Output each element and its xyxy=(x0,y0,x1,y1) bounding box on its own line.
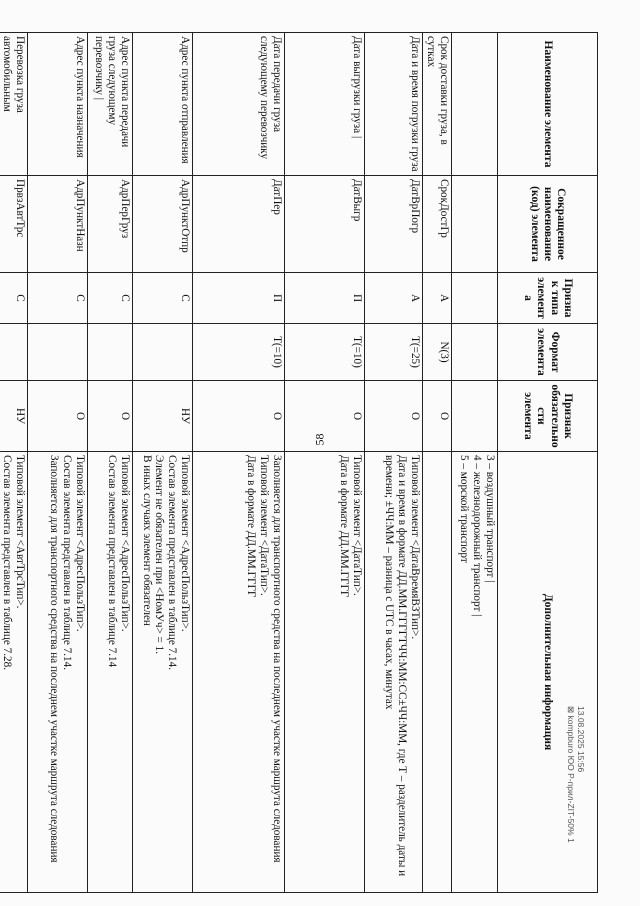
cell-info xyxy=(423,452,452,893)
info-line: Типовой элемент <АвтТрсТип>. xyxy=(14,455,27,609)
footer-timestamp: 13.08.2025 15:56 xyxy=(576,706,586,773)
cell-required: НУ xyxy=(0,381,28,452)
cell-info xyxy=(133,452,193,893)
table-row xyxy=(423,33,452,893)
table-row xyxy=(285,33,365,893)
cell-type xyxy=(452,273,498,324)
cell-code xyxy=(452,176,498,273)
cell-required: О xyxy=(28,381,88,452)
cell-required: О xyxy=(88,381,133,452)
table-row xyxy=(28,33,88,893)
cell-name: Дата выгрузки груза | xyxy=(285,33,365,176)
info-line: Дата в формате ДД.ММ.ГГГГ xyxy=(245,455,258,598)
info-line: Состав элемента представлен в таблице 7.14 xyxy=(106,455,119,668)
cell-required: О xyxy=(285,381,365,452)
table-row xyxy=(365,33,423,893)
header-name: Наименование элемента xyxy=(498,33,598,176)
table-row xyxy=(0,33,28,893)
cell-name: Адрес пункта отправления xyxy=(133,33,193,176)
info-line: В иных случаях элемент обязателен xyxy=(140,455,153,626)
info-line: Дата и время в формате ДД.ММ.ГГГГТЧЧ:ММ:СС±ЧЧ:ММ, где Т – разделитель даты и времени; ±ЧЧ:ММ – разница с UTC в часах, минутах xyxy=(383,455,409,877)
cell-format xyxy=(88,324,133,381)
cell-format: T(=10) xyxy=(193,324,285,381)
info-line: Типовой элемент <ДатаВремяВЗТип>. xyxy=(409,455,422,640)
cell-code: ДатВрПогр xyxy=(365,176,423,273)
header-type: Признак типа элемента xyxy=(498,273,598,324)
cell-format: T(=10) xyxy=(285,324,365,381)
info-line: 4 – железнодорожный транспорт | xyxy=(471,455,484,617)
cell-format xyxy=(0,324,28,381)
cell-type: С xyxy=(133,273,193,324)
info-line: Типовой элемент <АдресПользТип>. xyxy=(119,455,132,632)
cell-code: АдрПунктОтпр xyxy=(133,176,193,273)
info-line: Типовой элемент <АдресПользТип>. xyxy=(74,455,87,632)
cell-code: АдрПунктНазн xyxy=(28,176,88,273)
info-line: Типовой элемент <ДатаТип>. xyxy=(351,455,364,596)
info-line: Элемент не обязателен при <НомУч> = 1. xyxy=(153,455,166,655)
table-row xyxy=(193,33,285,893)
cell-type: С xyxy=(28,273,88,324)
cell-name xyxy=(452,33,498,176)
cell-info xyxy=(28,452,88,893)
cell-required xyxy=(452,381,498,452)
header-code: Сокращенное наименование (код) элемента xyxy=(498,176,598,273)
cell-type: А xyxy=(365,273,423,324)
table-row xyxy=(133,33,193,893)
header-format: Формат элемента xyxy=(498,324,598,381)
cell-name: Перевозка груза автомобильным xyxy=(0,33,28,176)
cell-name: Адрес пункта передачи груза следующему перевозчику | xyxy=(88,33,133,176)
cell-info xyxy=(193,452,285,893)
elements-table xyxy=(0,32,598,893)
info-line: Заполняется для транспортного средства на последнем участке маршрута следования xyxy=(271,455,284,863)
page-number: 58 xyxy=(312,433,327,446)
cell-required: О xyxy=(365,381,423,452)
cell-code: ПрвзАвтТрс xyxy=(0,176,28,273)
table-row xyxy=(88,33,133,893)
footer-stamp: ⊠ kompburo ЮО Р-прил-ZIT-50% 1 xyxy=(565,706,576,843)
cell-info xyxy=(285,452,365,893)
cell-type: П xyxy=(193,273,285,324)
info-line: Состав элемента представлен в таблице 7.28. xyxy=(1,455,14,671)
cell-code: ДатВыгр xyxy=(285,176,365,273)
cell-info xyxy=(452,452,498,893)
cell-info xyxy=(0,452,28,893)
cell-code: СрокДостГр xyxy=(423,176,452,273)
cell-code: ДатПер xyxy=(193,176,285,273)
cell-format: N(3) xyxy=(423,324,452,381)
cell-required: О xyxy=(193,381,285,452)
info-line: 5 – морской транспорт xyxy=(458,455,471,563)
header-required: Признак обязательности элемента xyxy=(498,381,598,452)
cell-format xyxy=(452,324,498,381)
cell-info xyxy=(365,452,423,893)
cell-format: T(=25) xyxy=(365,324,423,381)
info-line: Типовой элемент <ДатаТип>. xyxy=(258,455,271,596)
cell-format xyxy=(28,324,88,381)
cell-name: Срок доставки груза, в сутках xyxy=(423,33,452,176)
rotated-table-container xyxy=(1,32,598,892)
cell-required: НУ xyxy=(133,381,193,452)
cell-format xyxy=(133,324,193,381)
cell-name: Дата передачи груза следующему перевозчику xyxy=(193,33,285,176)
document-footer xyxy=(566,706,586,906)
cell-code: АдрПерГруз xyxy=(88,176,133,273)
header-info: Дополнительная информация xyxy=(498,452,598,893)
cell-name: Адрес пункта назначения xyxy=(28,33,88,176)
info-line: Дата в формате ДД.ММ.ГГГГ xyxy=(338,455,351,598)
cell-type: А xyxy=(423,273,452,324)
info-line: Типовой элемент <АдресПользТип>. xyxy=(179,455,192,632)
info-line: 3 – воздушный транспорт | xyxy=(484,455,496,583)
table-row xyxy=(452,33,498,893)
cell-type: П xyxy=(285,273,365,324)
info-line: Состав элемента представлен в таблице 7.14. xyxy=(61,455,74,671)
info-line: Заполняется для транспортного средства на последнем участке маршрута следования xyxy=(48,455,61,863)
cell-info xyxy=(88,452,133,893)
cell-required: О xyxy=(423,381,452,452)
info-line: Состав элемента представлен в таблице 7.14. xyxy=(166,455,179,671)
cell-type: С xyxy=(88,273,133,324)
cell-type: С xyxy=(0,273,28,324)
cell-name: Дата и время погрузки груза xyxy=(365,33,423,176)
